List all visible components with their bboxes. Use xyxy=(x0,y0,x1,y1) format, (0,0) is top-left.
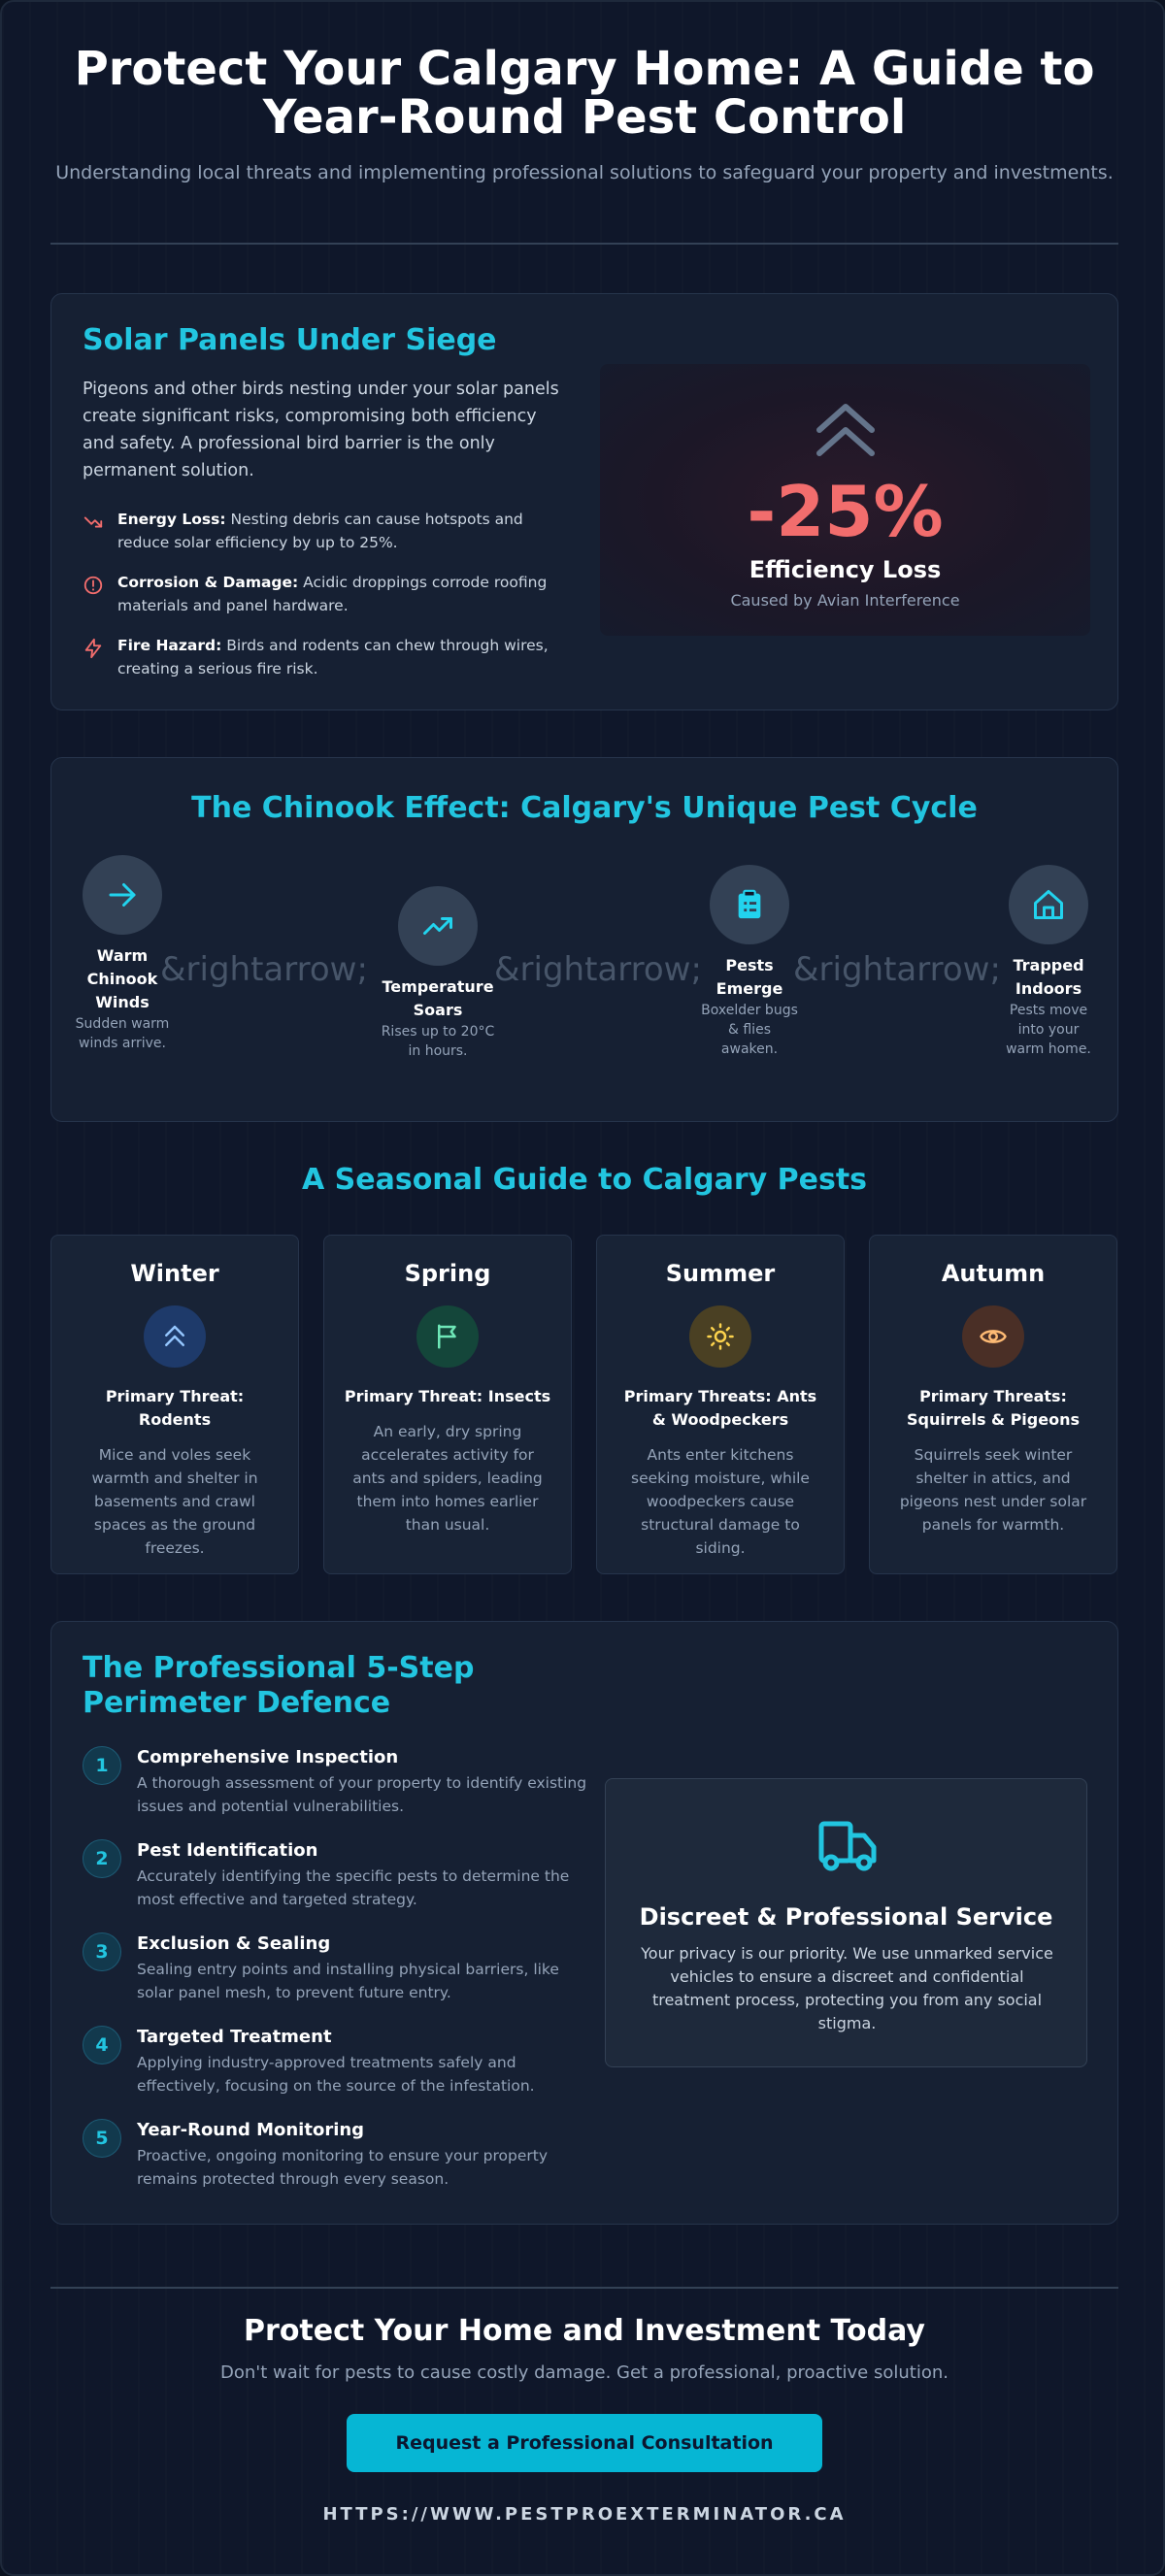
chinook-step-emerge xyxy=(701,865,798,1059)
step-title: Year-Round Monitoring xyxy=(137,2120,365,2140)
step-number: 5 xyxy=(83,2119,121,2158)
risk-label: Corrosion & Damage: xyxy=(117,574,299,591)
risk-energy-loss xyxy=(83,508,578,554)
step-desc: Pests move into your warm home. xyxy=(1006,1003,1091,1057)
risk-text: Birds and rodents can chew through wires, creating a serious fire risk. xyxy=(117,637,549,677)
efficiency-label: Efficiency Loss xyxy=(749,556,942,583)
page-subtitle: Understanding local threats and implementing professional solutions to safeguard your property and investments. xyxy=(55,162,1114,183)
season-card-summer xyxy=(596,1235,845,1574)
alert-circle-icon xyxy=(83,575,104,596)
consultation-button[interactable]: Request a Professional Consultation xyxy=(347,2414,822,2472)
flow-arrow: &rightarrow; xyxy=(494,950,702,989)
risk-text: Acidic droppings corrode roofing materials and panel hardware. xyxy=(117,574,548,614)
chinook-title: The Chinook Effect: Calgary's Unique Pest Cycle xyxy=(191,791,978,825)
step-title: Warm Chinook Winds xyxy=(86,946,158,1011)
service-text: Your privacy is our priority. We use unmarked service vehicles to ensure a discreet and confidential treatment process, protecting you from any social stigma. xyxy=(641,1944,1053,2032)
season-threat: Primary Threats: Ants & Woodpeckers xyxy=(623,1387,817,1429)
truck-icon xyxy=(814,1818,882,1874)
step-title: Exclusion & Sealing xyxy=(137,1933,331,1954)
home-icon xyxy=(1031,887,1066,922)
risk-label: Energy Loss: xyxy=(117,511,226,528)
risk-label: Fire Hazard: xyxy=(117,637,222,654)
season-badge xyxy=(416,1305,479,1368)
efficiency-caption: Caused by Avian Interference xyxy=(730,591,960,610)
arrow-right-icon xyxy=(105,877,140,912)
season-desc: Mice and voles seek warmth and shelter in basements and crawl spaces as the ground freezes. xyxy=(91,1446,258,1557)
chinook-step-trapped xyxy=(1000,865,1097,1059)
cta-title: Protect Your Home and Investment Today xyxy=(244,2314,925,2348)
season-desc: An early, dry spring accelerates activity for ants and spiders, leading them into homes earlier than usual. xyxy=(352,1423,543,1534)
flow-arrow: &rightarrow; xyxy=(793,950,1001,989)
defence-step xyxy=(83,2026,587,2097)
defence-title: The Professional 5-Step Perimeter Defence xyxy=(83,1651,475,1720)
defence-section xyxy=(50,1621,1118,2225)
defence-step xyxy=(83,1932,587,2004)
flag-icon xyxy=(433,1322,462,1351)
step-badge xyxy=(398,886,478,966)
season-badge xyxy=(962,1305,1024,1368)
page-title: Protect Your Calgary Home: A Guide to Year-Round Pest Control xyxy=(74,42,1095,145)
step-title: Pests Emerge xyxy=(716,956,783,998)
solar-section xyxy=(50,293,1118,710)
step-desc: Applying industry-approved treatments safely and effectively, focusing on the source of the infestation. xyxy=(137,2054,535,2095)
snow-chevron-icon xyxy=(160,1322,189,1351)
season-threat: Primary Threat: Rodents xyxy=(105,1387,245,1429)
season-name: Summer xyxy=(665,1260,776,1287)
discreet-service-panel xyxy=(605,1778,1087,2067)
season-badge xyxy=(689,1305,751,1368)
defence-step xyxy=(83,2119,587,2191)
step-title: Temperature Soars xyxy=(382,977,494,1019)
step-number: 3 xyxy=(83,1932,121,1971)
step-desc: Sealing entry points and installing physical barriers, like solar panel mesh, to prevent future entry. xyxy=(137,1961,559,2001)
seasons-title: A Seasonal Guide to Calgary Pests xyxy=(301,1163,868,1197)
service-title: Discreet & Professional Service xyxy=(639,1903,1053,1931)
trend-down-icon xyxy=(83,512,104,533)
step-title: Comprehensive Inspection xyxy=(137,1747,399,1767)
step-number: 1 xyxy=(83,1746,121,1785)
step-badge xyxy=(710,865,789,944)
defence-step xyxy=(83,1839,587,1911)
double-chevron-up-icon xyxy=(814,401,878,459)
efficiency-stat-panel xyxy=(600,364,1090,636)
step-desc: Boxelder bugs & flies awaken. xyxy=(701,1003,798,1057)
website-link[interactable]: HTTPS://WWW.PESTPROEXTERMINATOR.CA xyxy=(322,2504,847,2525)
step-badge xyxy=(83,855,162,935)
divider xyxy=(50,2287,1118,2289)
season-threat: Primary Threat: Insects xyxy=(344,1387,551,1405)
defence-step xyxy=(83,1746,587,1818)
season-name: Autumn xyxy=(941,1260,1046,1287)
risk-fire-hazard xyxy=(83,634,578,680)
step-desc: A thorough assessment of your property to identify existing issues and potential vulnerabilities. xyxy=(137,1774,587,1815)
season-card-spring xyxy=(323,1235,572,1574)
season-card-autumn xyxy=(869,1235,1117,1574)
efficiency-value: -25% xyxy=(747,471,944,552)
risk-text: Nesting debris can cause hotspots and reduce solar efficiency by up to 25%. xyxy=(117,511,523,551)
step-title: Trapped Indoors xyxy=(1013,956,1084,998)
lightning-icon xyxy=(83,638,104,659)
season-threat: Primary Threats: Squirrels & Pigeons xyxy=(906,1387,1080,1429)
flow-arrow: &rightarrow; xyxy=(160,950,368,989)
step-desc: Proactive, ongoing monitoring to ensure your property remains protected through every season. xyxy=(137,2147,548,2188)
cta-subtitle: Don't wait for pests to cause costly damage. Get a professional, proactive solution. xyxy=(220,2362,949,2383)
divider xyxy=(50,243,1118,245)
solar-title: Solar Panels Under Siege xyxy=(83,323,497,357)
chinook-step-temperature xyxy=(380,886,496,1061)
clipboard-icon xyxy=(733,888,766,921)
step-desc: Accurately identifying the specific pests to determine the most effective and targeted strategy. xyxy=(137,1867,570,1908)
season-name: Spring xyxy=(404,1260,491,1287)
season-name: Winter xyxy=(130,1260,219,1287)
risk-corrosion xyxy=(83,571,578,617)
hero-header xyxy=(50,42,1118,186)
step-badge xyxy=(1009,865,1088,944)
chinook-section xyxy=(50,757,1118,1122)
season-card-winter xyxy=(50,1235,299,1574)
step-title: Targeted Treatment xyxy=(137,2027,332,2047)
season-desc: Squirrels seek winter shelter in attics, and pigeons nest under solar panels for warmth. xyxy=(899,1446,1087,1534)
sun-icon xyxy=(706,1322,735,1351)
step-title: Pest Identification xyxy=(137,1840,318,1861)
step-desc: Sudden warm winds arrive. xyxy=(75,1016,170,1051)
step-number: 2 xyxy=(83,1839,121,1878)
eye-icon xyxy=(979,1322,1008,1351)
step-desc: Rises up to 20°C in hours. xyxy=(381,1024,495,1059)
trending-up-icon xyxy=(420,908,455,943)
step-number: 4 xyxy=(83,2026,121,2064)
season-desc: Ants enter kitchens seeking moisture, while woodpeckers cause structural damage to siding. xyxy=(631,1446,810,1557)
season-badge xyxy=(144,1305,206,1368)
solar-lead: Pigeons and other birds nesting under your solar panels create significant risks, compromising both efficiency and safety. A professional bird barrier is the only permanent solution. xyxy=(83,380,559,480)
